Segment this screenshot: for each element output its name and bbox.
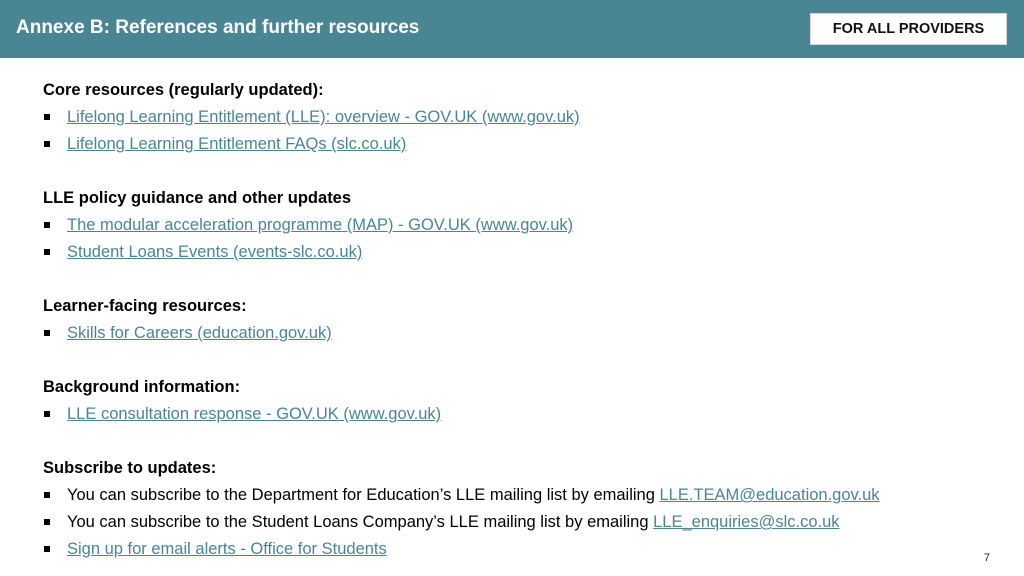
resource-list [43, 77, 1003, 563]
email-link-slc[interactable]: LLE_enquiries@slc.co.uk [653, 513, 840, 531]
bullet-icon [44, 330, 50, 336]
section-heading-subscribe: Subscribe to updates: [43, 459, 217, 477]
section-heading-learner: Learner-facing resources: [43, 297, 247, 315]
link-map[interactable]: The modular acceleration programme (MAP) - GOV.UK (www.gov.uk) [67, 216, 574, 234]
list-item [43, 212, 1003, 239]
list-item [43, 104, 1003, 131]
bullet-icon [44, 114, 50, 120]
link-ofs-email-alerts[interactable]: Sign up for email alerts - Office for Students [67, 540, 387, 558]
list-item [43, 131, 1003, 158]
list-item [43, 401, 1003, 428]
list-item [43, 536, 1003, 563]
bullet-icon [44, 519, 50, 525]
link-consultation-response[interactable]: LLE consultation response - GOV.UK (www.gov.uk) [67, 405, 442, 423]
list-item [43, 320, 1003, 347]
subscribe-dfe-text: You can subscribe to the Department for Education’s LLE mailing list by emailing [67, 486, 660, 504]
header-bar [0, 0, 1024, 58]
link-lle-overview[interactable]: Lifelong Learning Entitlement (LLE): overview - GOV.UK (www.gov.uk) [67, 108, 580, 126]
subscribe-slc-text: You can subscribe to the Student Loans Company’s LLE mailing list by emailing [67, 513, 654, 531]
link-lle-faqs[interactable]: Lifelong Learning Entitlement FAQs (slc.co.uk) [67, 135, 407, 153]
bullet-icon [44, 141, 50, 147]
link-skills-for-careers[interactable]: Skills for Careers (education.gov.uk) [67, 324, 332, 342]
bullet-icon [44, 249, 50, 255]
link-slc-events[interactable]: Student Loans Events (events-slc.co.uk) [67, 243, 363, 261]
section-heading-core: Core resources (regularly updated): [43, 81, 324, 99]
section-heading-background: Background information: [43, 378, 241, 396]
email-link-dfe[interactable]: LLE.TEAM@education.gov.uk [659, 486, 880, 504]
page-title: Annexe B: References and further resources [16, 17, 420, 38]
bullet-icon [44, 411, 50, 417]
audience-badge: FOR ALL PROVIDERS [810, 13, 1007, 45]
bullet-icon [44, 546, 50, 552]
list-item [43, 509, 1003, 536]
bullet-icon [44, 492, 50, 498]
list-item [43, 239, 1003, 266]
section-heading-policy: LLE policy guidance and other updates [43, 189, 352, 207]
bullet-icon [44, 222, 50, 228]
page-number: 7 [983, 552, 990, 564]
list-item [43, 482, 1003, 509]
